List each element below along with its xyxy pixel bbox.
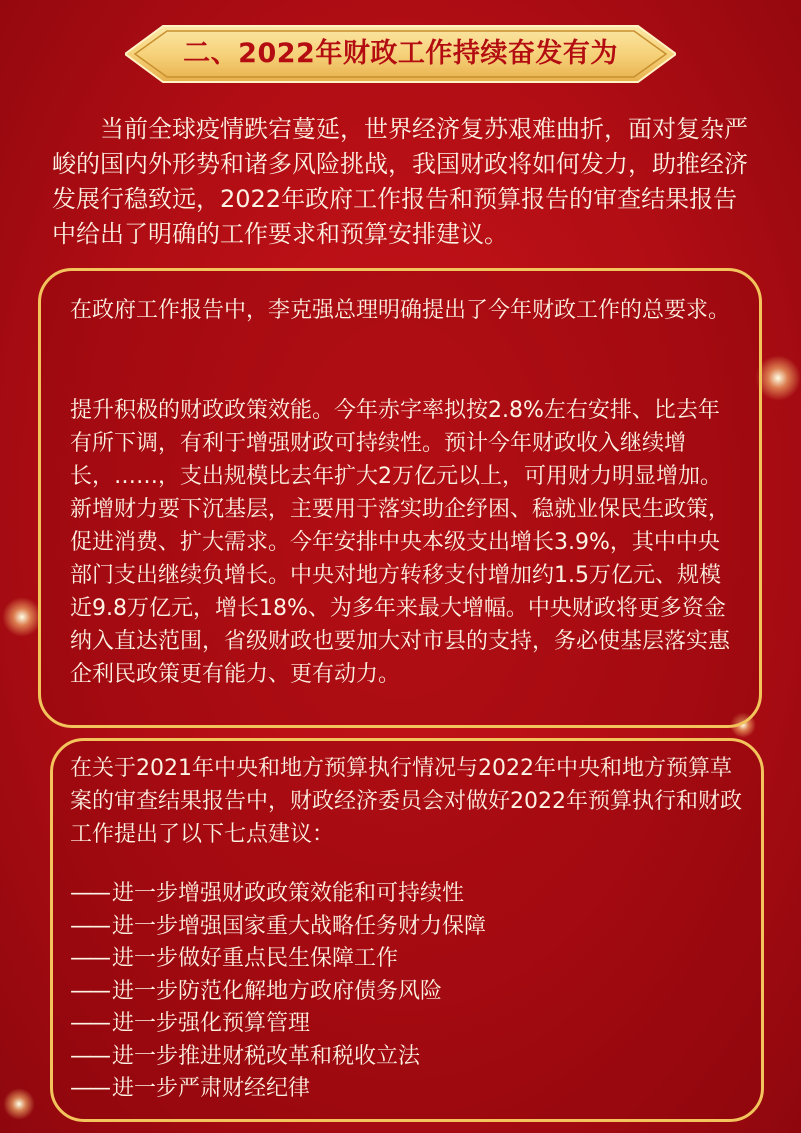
list-item-text: 进一步增强国家重大战略任务财力保障 bbox=[112, 913, 487, 939]
list-item-text: 进一步强化预算管理 bbox=[112, 1011, 311, 1036]
list-item-text: 进一步防范化解地方政府债务风险 bbox=[112, 978, 443, 1004]
list-item-text: 进一步增强财政政策效能和可持续性 bbox=[112, 881, 465, 906]
list-item-text: 进一步严肃财经纪律 bbox=[112, 1076, 311, 1101]
dash-marker: —— bbox=[70, 913, 108, 939]
dash-marker: —— bbox=[70, 1076, 108, 1101]
panel1-lead: 在政府工作报告中，李克强总理明确提出了今年财政工作的总要求。 bbox=[70, 298, 731, 323]
dash-marker: —— bbox=[70, 881, 108, 906]
section-title-banner bbox=[125, 22, 676, 86]
list-item bbox=[70, 1073, 486, 1106]
list-item bbox=[70, 1041, 486, 1074]
section-title: 二、2022年财政工作持续奋发有为 bbox=[183, 38, 618, 69]
dash-marker: —— bbox=[70, 946, 108, 971]
list-item bbox=[70, 943, 486, 976]
intro-paragraph bbox=[52, 112, 757, 252]
list-item bbox=[70, 1008, 486, 1041]
panel1-body: 提升积极的财政政策效能。今年赤字率拟按2.8%左右安排、比去年有所下调，有利于增强财政可持续性。预计今年财政收入继续增长，……，支出规模比去年扩大2万亿元以上，可用财力明显增加。新增财力要下沉基层，主要用于落实助企纾困、稳就业保民生政策，促进消费、扩大需求。今年安排中央本级支出增长3.9%，其中中央部门支出继续负增长。中央对地方转移支付增加约1.5万亿元、规模近9.8万亿元，增长18%、为多年来最大增幅。中央财政将更多资金纳入直达范围，省级财政也要加大对市县的支持，务必使基层落实惠企利民政策更有能力、更有动力。 bbox=[70, 398, 731, 687]
sparkle-decoration bbox=[2, 597, 42, 637]
list-item bbox=[70, 976, 486, 1009]
dash-marker: —— bbox=[70, 1011, 108, 1036]
dash-marker: —— bbox=[70, 978, 108, 1004]
dash-marker: —— bbox=[70, 1043, 108, 1069]
list-item bbox=[70, 878, 486, 911]
sparkle-decoration bbox=[3, 1088, 35, 1120]
list-item-text: 进一步做好重点民生保障工作 bbox=[112, 946, 399, 971]
list-item bbox=[70, 911, 486, 944]
intro-text: 当前全球疫情跌宕蔓延，世界经济复苏艰难曲折，面对复杂严峻的国内外形势和诸多风险挑战，我国财政将如何发力，助推经济发展行稳致远，2022年政府工作报告和预算报告的审查结果报告中给出了明确的工作要求和预算安排建议。 bbox=[52, 115, 748, 248]
panel2-lead: 在关于2021年中央和地方预算执行情况与2022年中央和地方预算草案的审查结果报告中，财政经济委员会对做好2022年预算执行和财政工作提出了以下七点建议： bbox=[70, 756, 742, 847]
list-item-text: 进一步推进财税改革和税收立法 bbox=[112, 1043, 421, 1069]
recommendations-list bbox=[70, 878, 486, 1106]
